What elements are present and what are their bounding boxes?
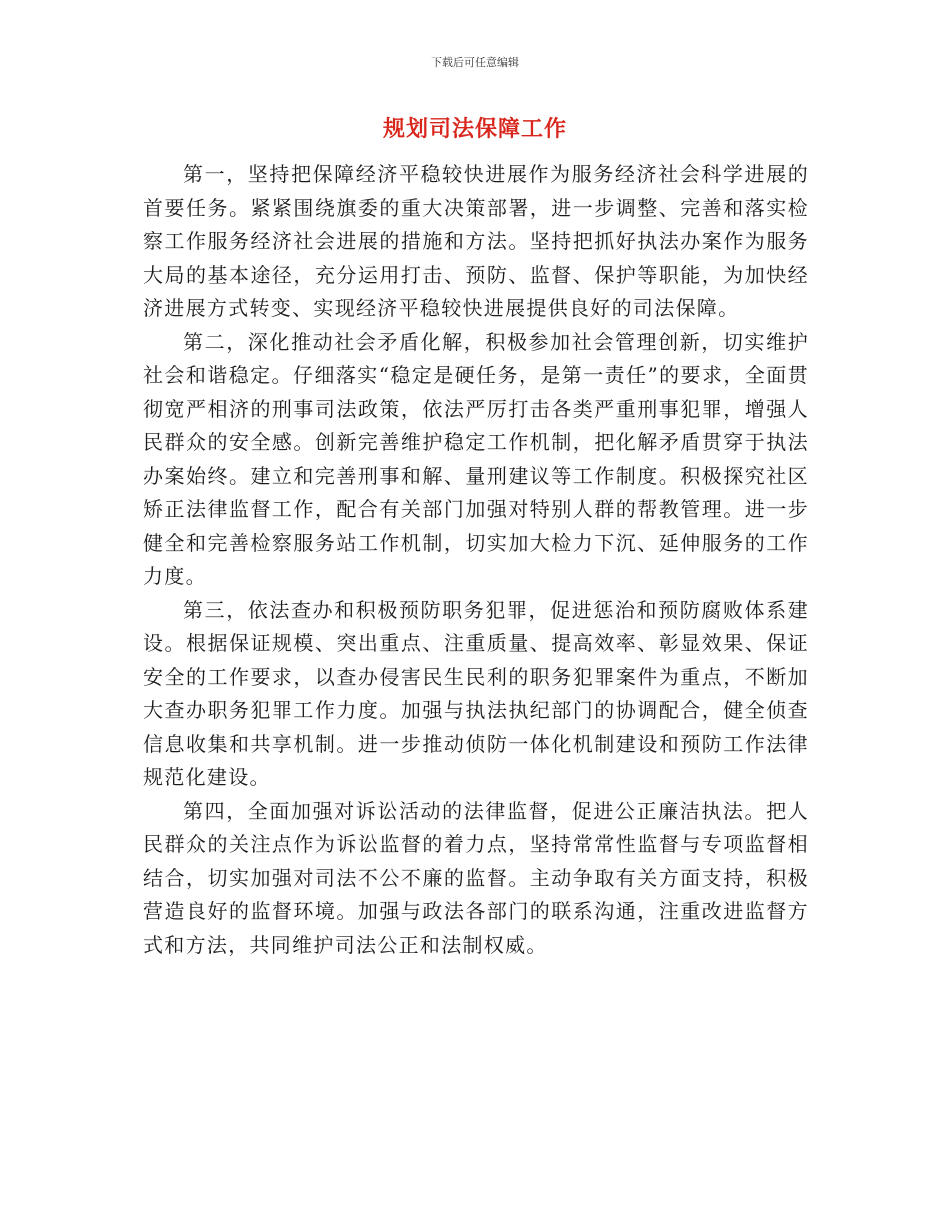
paragraph-2: 第二，深化推动社会矛盾化解，积极参加社会管理创新，切实维护社会和谐稳定。仔细落实“稳定是硬任务，是第一责任”的要求，全面贯彻宽严相济的刑事司法政策，依法严厉打击各类严重刑事犯罪，增强人民群众的安全感。创新完善维护稳定工作机制，把化解矛盾贯穿于执法办案始终。建立和完善刑事和解、量刑建议等工作制度。积极探究社区矫正法律监督工作，配合有关部门加强对特别人群的帮教管理。进一步健全和完善检察服务站工作机制，切实加大检力下沉、延伸服务的工作力度。	[143, 329, 809, 588]
paragraph-3: 第三，依法查办和积极预防职务犯罪，促进惩治和预防腐败体系建设。根据保证规模、突出重点、注重质量、提高效率、彰显效果、保证安全的工作要求，以查办侵害民生民利的职务犯罪案件为重点，不断加大查办职务犯罪工作力度。加强与执法执纪部门的协调配合，健全侦查信息收集和共享机制。进一步推动侦防一体化机制建设和预防工作法律规范化建设。	[143, 597, 809, 789]
document-body	[143, 158, 809, 962]
page-header-note: 下载后可任意编辑	[431, 56, 519, 69]
paragraph-4: 第四，全面加强对诉讼活动的法律监督，促进公正廉洁执法。把人民群众的关注点作为诉讼监督的着力点，坚持常常性监督与专项监督相结合，切实加强对司法不公不廉的监督。主动争取有关方面支持，积极营造良好的监督环境。加强与政法各部门的联系沟通，注重改进监督方式和方法，共同维护司法公正和法制权威。	[143, 798, 809, 957]
document-title: 规划司法保障工作	[382, 117, 567, 142]
paragraph-1: 第一，坚持把保障经济平稳较快进展作为服务经济社会科学进展的首要任务。紧紧围绕旗委的重大决策部署，进一步调整、完善和落实检察工作服务经济社会进展的措施和方法。坚持把抓好执法办案作为服务大局的基本途径，充分运用打击、预防、监督、保护等职能，为加快经济进展方式转变、实现经济平稳较快进展提供良好的司法保障。	[143, 162, 809, 320]
